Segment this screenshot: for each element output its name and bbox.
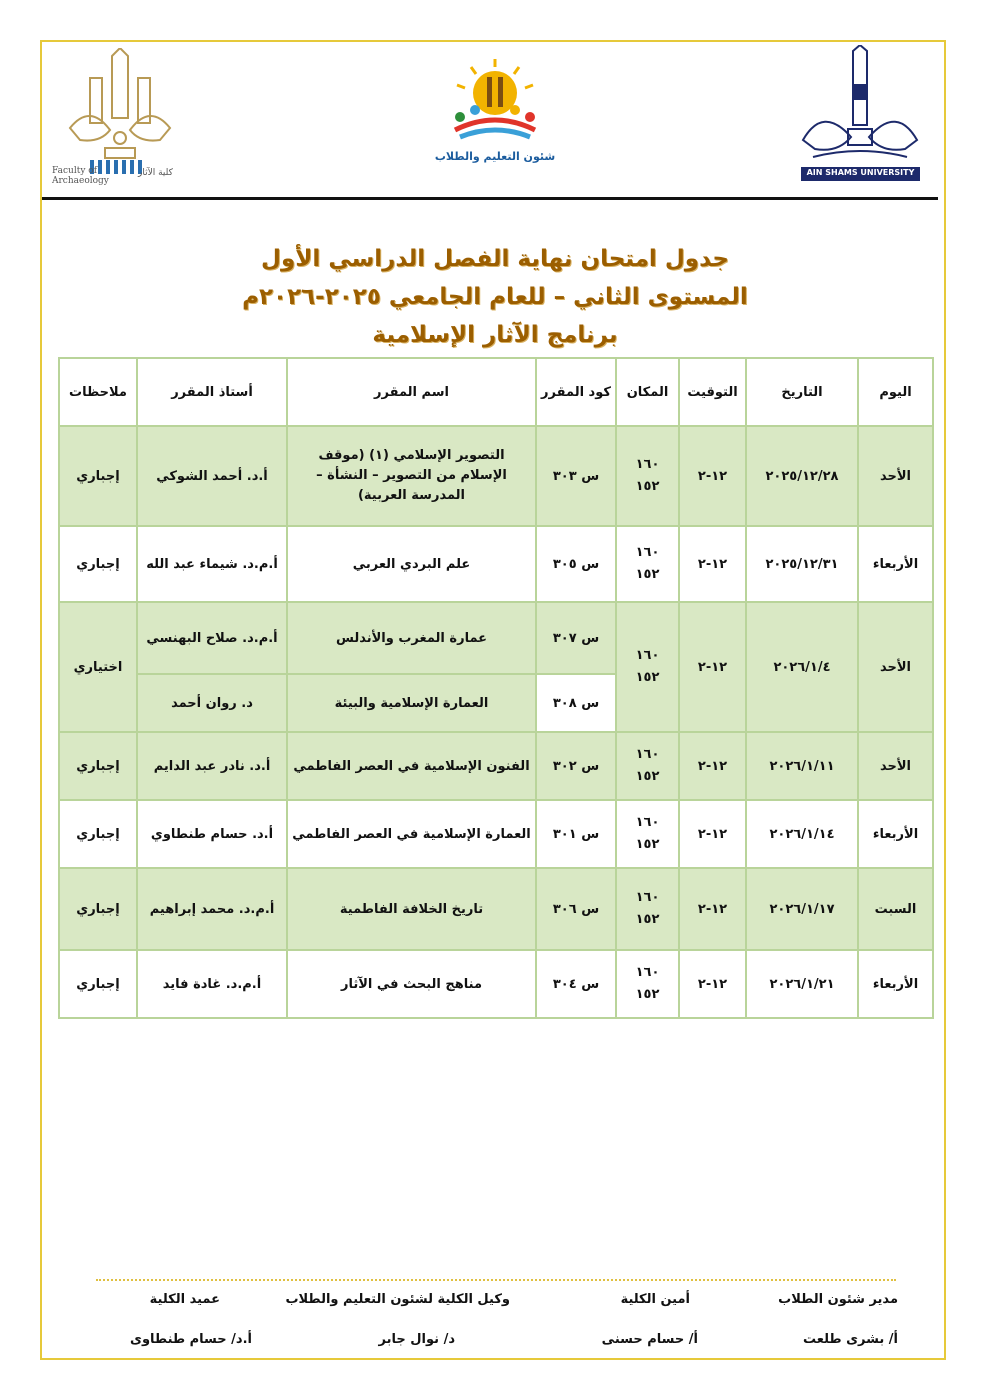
signature-name-students-manager: أ/ بشرى طلعت [802,1332,898,1347]
cell-code: س ٣٠٢ [536,732,616,800]
signature-name-dean: أ.د/ حسام طنطاوى [130,1332,252,1347]
cell-time: ١٢-٢ [679,602,746,732]
signature-name-faculty-secretary: أ/ حسام حسنى [601,1332,698,1347]
title-line-2: المستوى الثاني – للعام الجامعي ٢٠٢٥-٢٠٢٦م [242,284,748,310]
cell-day: الأربعاء [858,526,933,602]
cell-code: س ٣٠٤ [536,950,616,1018]
cell-date: ٢٠٢٦/١/١٧ [746,868,858,950]
cell-notes: إجباري [59,426,137,526]
table-row [59,602,933,674]
title-line-3: برنامج الآثار الإسلامية [372,322,618,348]
logo-caption-ar: كلية الآثار [138,168,173,178]
header-code: كود المقرر [536,358,616,426]
room-1: ١٦٠ [635,545,660,560]
cell-date: ٢٠٢٦/١/٢١ [746,950,858,1018]
cell-course: عمارة المغرب والأندلس [287,602,536,674]
header-divider [42,197,938,200]
signature-title-faculty-secretary: أمين الكلية [620,1292,690,1307]
cell-date: ٢٠٢٥/١٢/٢٨ [746,426,858,526]
room-1: ١٦٠ [635,890,660,905]
cell-date: ٢٠٢٦/١/٤ [746,602,858,732]
cell-course: التصوير الإسلامي (١) (موقف الإسلام من التصوير – النشأة – المدرسة العربية) [287,426,536,526]
cell-professor: أ.م.د. غادة فايد [137,950,287,1018]
table-row [59,800,933,868]
cell-time: ١٢-٢ [679,800,746,868]
cell-professor: د. روان أحمد [137,674,287,732]
center-logo-caption: شئون التعليم والطلاب [434,150,556,163]
room-1: ١٦٠ [635,965,660,980]
room-2: ١٥٢ [635,479,660,494]
signature-title-vice-dean: وكيل الكلية لشئون التعليم والطلاب [285,1292,510,1307]
exam-schedule-table [58,357,934,1019]
cell-time: ١٢-٢ [679,868,746,950]
cell-professor: أ.م.د. محمد إبراهيم [137,868,287,950]
cell-place [616,602,679,732]
cell-place [616,526,679,602]
cell-day: الأحد [858,426,933,526]
cell-notes: إجباري [59,950,137,1018]
logo-caption-en-2: Archaeology [52,176,109,186]
table-row [59,732,933,800]
cell-notes: إجباري [59,732,137,800]
table-row [59,950,933,1018]
cell-notes: إجباري [59,800,137,868]
signature-title-dean: عميد الكلية [149,1292,220,1307]
cell-place [616,868,679,950]
cell-day: الأربعاء [858,950,933,1018]
faculty-logo [50,48,190,188]
cell-course: العمارة الإسلامية والبيئة [287,674,536,732]
student-affairs-logo [415,55,575,165]
header-time: التوقيت [679,358,746,426]
header-course: اسم المقرر [287,358,536,426]
cell-notes: إجباري [59,868,137,950]
room-1: ١٦٠ [635,815,660,830]
cell-course: علم البردي العربي [287,526,536,602]
cell-time: ١٢-٢ [679,426,746,526]
room-1: ١٦٠ [635,457,660,472]
cell-date: ٢٠٢٥/١٢/٣١ [746,526,858,602]
cell-code: س ٣٠٧ [536,602,616,674]
university-logo [793,45,928,185]
footer-divider [96,1279,896,1281]
cell-place [616,426,679,526]
cell-place [616,800,679,868]
cell-place [616,950,679,1018]
document-titles [42,240,948,354]
cell-course: مناهج البحث في الآثار [287,950,536,1018]
room-1: ١٦٠ [635,648,660,663]
cell-code: س ٣٠٨ [536,674,616,732]
cell-code: س ٣٠٥ [536,526,616,602]
room-2: ١٥٢ [635,670,660,685]
table-row [59,868,933,950]
cell-day: الأربعاء [858,800,933,868]
room-2: ١٥٢ [635,912,660,927]
cell-course: الفنون الإسلامية في العصر الفاطمي [287,732,536,800]
cell-day: السبت [858,868,933,950]
cell-professor: أ.د. حسام طنطاوي [137,800,287,868]
room-2: ١٥٢ [635,987,660,1002]
table-row [59,426,933,526]
cell-time: ١٢-٢ [679,526,746,602]
cell-date: ٢٠٢٦/١/١١ [746,732,858,800]
cell-course: تاريخ الخلافة الفاطمية [287,868,536,950]
title-line-1: جدول امتحان نهاية الفصل الدراسي الأول [261,246,729,272]
header-place: المكان [616,358,679,426]
room-2: ١٥٢ [635,769,660,784]
signature-name-vice-dean: د/ نوال جابر [378,1332,455,1347]
cell-professor: أ.م.د. شيماء عبد الله [137,526,287,602]
cell-professor: أ.د. أحمد الشوكي [137,426,287,526]
table-header-row [59,358,933,426]
signature-title-students-manager: مدير شئون الطلاب [778,1292,898,1307]
cell-course: العمارة الإسلامية في العصر الفاطمي [287,800,536,868]
cell-day: الأحد [858,732,933,800]
university-logo-caption: AIN SHAMS UNIVERSITY [806,168,915,177]
cell-day: الأحد [858,602,933,732]
header-notes: ملاحظات [59,358,137,426]
room-1: ١٦٠ [635,747,660,762]
header-day: اليوم [858,358,933,426]
cell-professor: أ.د. نادر عبد الدايم [137,732,287,800]
cell-code: س ٣٠١ [536,800,616,868]
cell-time: ١٢-٢ [679,732,746,800]
cell-date: ٢٠٢٦/١/١٤ [746,800,858,868]
room-2: ١٥٢ [635,567,660,582]
header-professor: أستاذ المقرر [137,358,287,426]
cell-time: ١٢-٢ [679,950,746,1018]
cell-notes: إجباري [59,526,137,602]
cell-place [616,732,679,800]
table-row [59,526,933,602]
header-date: التاريخ [746,358,858,426]
cell-code: س ٣٠٣ [536,426,616,526]
cell-code: س ٣٠٦ [536,868,616,950]
cell-professor: أ.م.د. صلاح البهنسي [137,602,287,674]
room-2: ١٥٢ [635,837,660,852]
cell-notes: اختياري [59,602,137,732]
logo-caption-en-1: Faculty of [52,166,98,176]
